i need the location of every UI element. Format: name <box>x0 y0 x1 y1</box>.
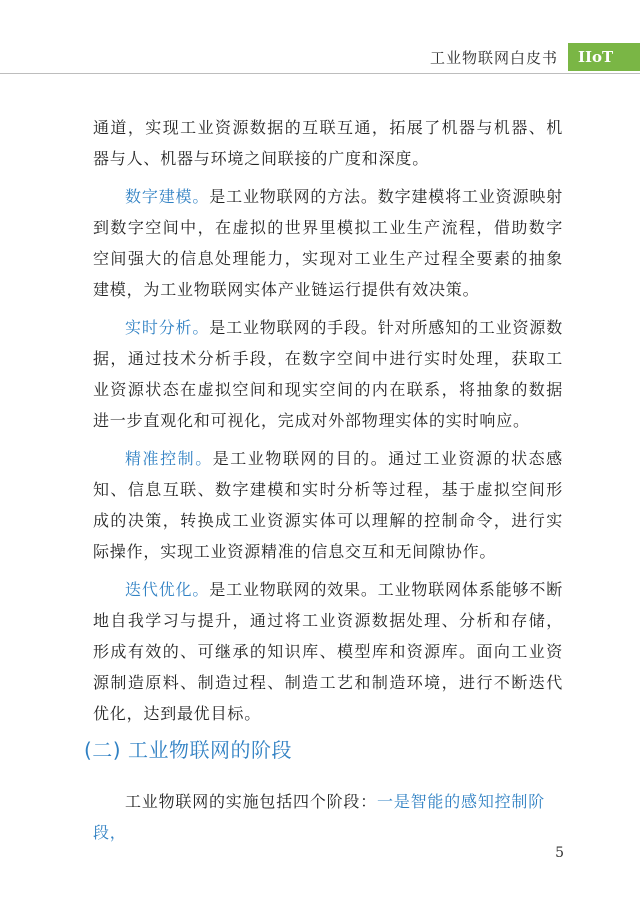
paragraph-text: 是工业物联网的方法。数字建模将工业资源映射到数字空间中，在虚拟的世界里模拟工业生产流程，借助数字空间强大的信息处理能力，实现对工业生产过程全要素的抽象建模，为工业物联网实体产业链运行提供有效决策。 <box>93 187 563 299</box>
paragraph-realtime-analysis <box>93 312 563 436</box>
paragraph-text: 工业物联网的实施包括四个阶段： <box>125 792 378 811</box>
paragraph-text: 是工业物联网的效果。工业物联网体系能够不断地自我学习与提升，通过将工业资源数据处理、分析和存储，形成有效的、可继承的知识库、模型库和资源库。面向工业资源制造原料、制造过程、制造工艺和制造环境，进行不断迭代优化，达到最优目标。 <box>93 580 563 723</box>
paragraph-text: 是工业物联网的手段。针对所感知的工业资源数据，通过技术分析手段，在数字空间中进行实时处理，获取工业资源状态在虚拟空间和现实空间的内在联系，将抽象的数据进一步直观化和可视化，完成对外部物理实体的实时响应。 <box>93 318 563 430</box>
paragraph-text: 是工业物联网的目的。通过工业资源的状态感知、信息互联、数字建模和实时分析等过程，基于虚拟空间形成的决策，转换成工业资源实体可以理解的控制命令，进行实际操作，实现工业资源精准的信息交互和无间隙协作。 <box>93 449 563 561</box>
paragraph-stages <box>93 786 563 848</box>
term-realtime-analysis: 实时分析。 <box>125 318 210 337</box>
term-iterative-optimization: 迭代优化。 <box>125 580 210 599</box>
paragraph-text: 通道，实现工业资源数据的互联互通，拓展了机器与机器、机器与人、机器与环境之间联接的广度和深度。 <box>93 118 563 168</box>
header-title: 工业物联网白皮书 <box>429 48 558 67</box>
term-precise-control: 精准控制。 <box>125 449 213 468</box>
page-header <box>430 43 640 71</box>
body-text <box>93 112 563 729</box>
term-digital-modeling: 数字建模。 <box>125 187 210 206</box>
header-badge: IIoT <box>568 43 640 71</box>
section-heading: (二) 工业物联网的阶段 <box>84 738 292 762</box>
paragraph-precise-control <box>93 443 563 567</box>
paragraph-iterative-optimization <box>93 574 563 729</box>
page-number: 5 <box>555 845 564 861</box>
header-divider <box>0 73 640 74</box>
paragraph-continuation <box>93 112 563 174</box>
stage-highlight: 一是智能的感知控制阶段， <box>93 792 546 842</box>
paragraph-digital-modeling <box>93 181 563 305</box>
